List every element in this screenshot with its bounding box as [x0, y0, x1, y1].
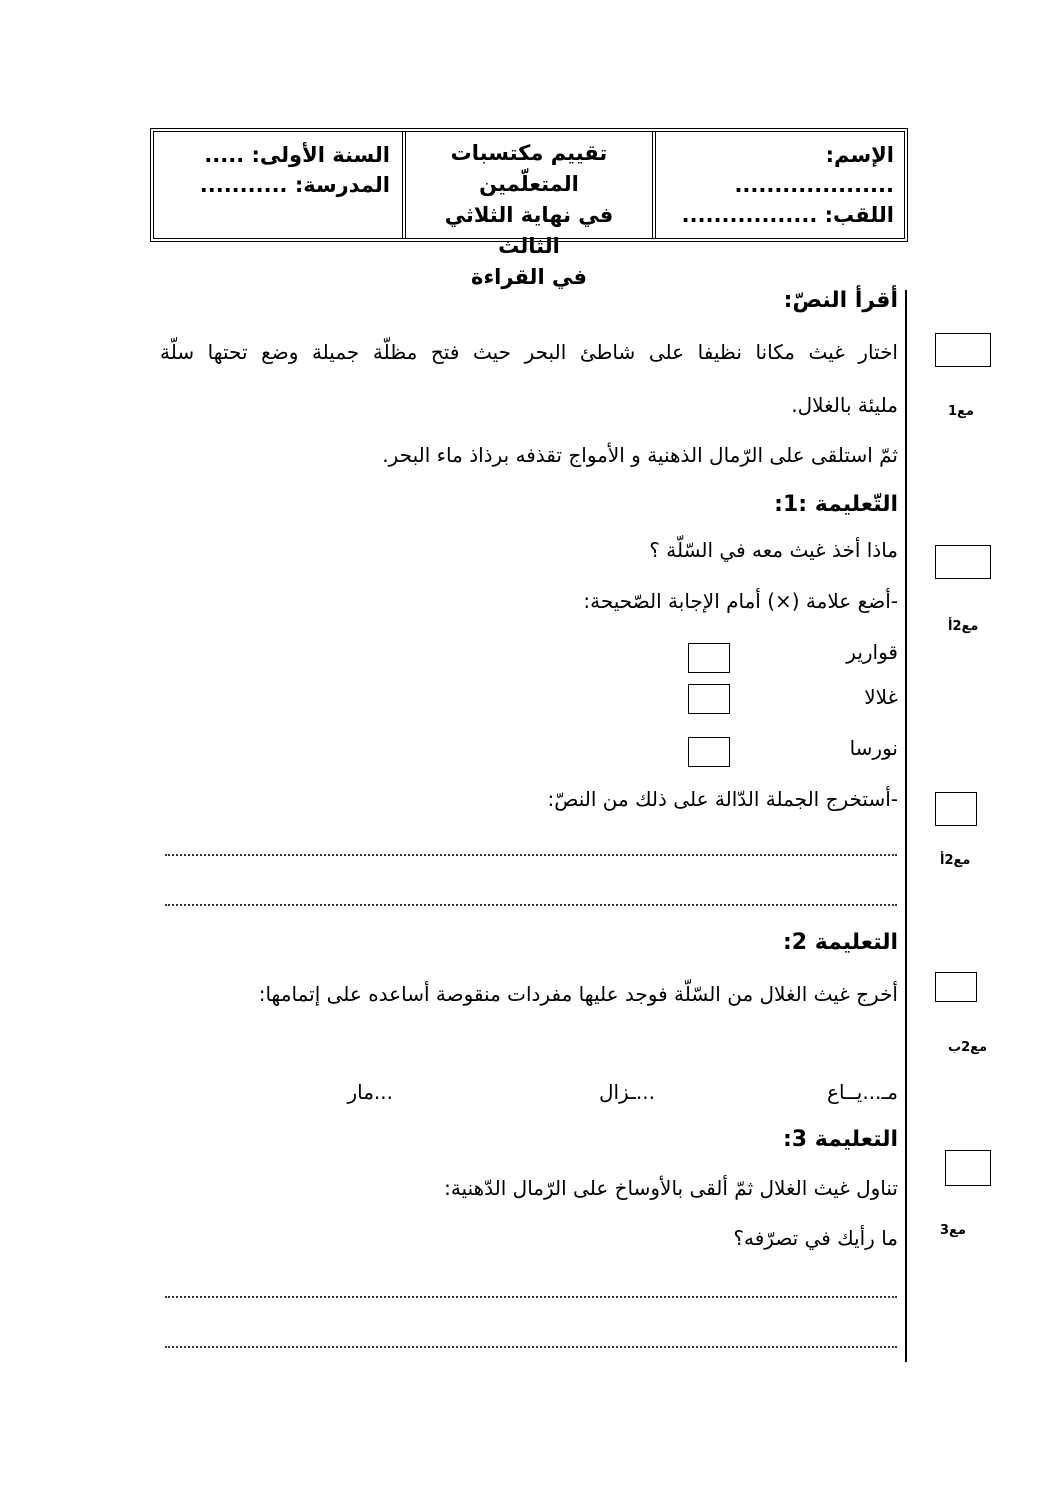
title-line-1: تقييم مكتسبات المتعلّمين — [450, 141, 608, 196]
school-info-cell — [154, 132, 402, 238]
name-field[interactable]: الإسم: .................... — [734, 143, 894, 197]
option-checkbox-3[interactable] — [688, 737, 730, 767]
answer-line-3[interactable] — [165, 1296, 897, 1298]
header-table — [150, 128, 908, 289]
score-box-3[interactable] — [935, 792, 977, 826]
score-box-2[interactable] — [935, 545, 991, 579]
score-box-4[interactable] — [935, 972, 977, 1002]
task3-text: تناول غيث الغلال ثمّ ألقى بالأوساخ على الرّمال الدّهنية: — [444, 1176, 898, 1200]
title-line-2: في نهاية الثلاثي الثالث — [444, 203, 614, 258]
option-checkbox-2[interactable] — [688, 684, 730, 714]
task1-instruction: -أضع علامة (×) أمام الإجابة الصّحيحة: — [583, 589, 898, 613]
option-label-3: نورسا — [849, 736, 898, 760]
score-box-5[interactable] — [945, 1150, 991, 1186]
score-box-1[interactable] — [935, 333, 991, 367]
score-label-3: مع2أ — [940, 853, 971, 868]
title-cell — [402, 132, 652, 289]
option-label-1: قوارير — [846, 640, 898, 664]
year-field[interactable]: السنة الأولى: ..... — [204, 143, 390, 167]
score-label-4: مع2ب — [948, 1040, 988, 1055]
task2-text: أخرج غيث الغلال من السّلّة فوجد عليها مفردات منقوصة أساعده على إتمامها: — [258, 982, 898, 1006]
task2-heading: التعليمة 2: — [782, 930, 898, 955]
reading-line-1: اختار غيث مكانا نظيفا على شاطئ البحر حيث فتح مظلّة جميلة وضع تحتها سلّة — [160, 340, 898, 364]
answer-line-2[interactable] — [165, 904, 897, 906]
answer-line-4[interactable] — [165, 1346, 897, 1348]
score-label-2: مع2أ — [948, 619, 979, 634]
school-field[interactable]: المدرسة: ........... — [199, 173, 390, 197]
option-checkbox-1[interactable] — [688, 643, 730, 673]
surname-field[interactable]: اللقب: ................. — [681, 203, 894, 227]
student-info-cell — [652, 132, 904, 238]
answer-line-1[interactable] — [165, 854, 897, 856]
task1-heading: التّعليمة :1: — [774, 492, 898, 517]
reading-heading: أقرأ النصّ: — [783, 288, 898, 313]
option-label-2: غلالا — [864, 685, 898, 709]
word-1[interactable]: مـ...يــاع — [827, 1080, 898, 1104]
score-label-1: مع1 — [948, 404, 974, 419]
title-line-3: في القراءة — [471, 265, 587, 289]
task3-question: ما رأيك في تصرّفه؟ — [733, 1226, 898, 1250]
word-3[interactable]: ...مار — [347, 1080, 393, 1104]
reading-line-3: ثمّ استلقى على الرّمال الذهنية و الأمواج تقذفه برذاذ ماء البحر. — [382, 443, 898, 467]
reading-line-2: مليئة بالغلال. — [791, 393, 898, 417]
task1-extract: -أستخرج الجملة الدّالة على ذلك من النصّ: — [547, 787, 898, 811]
score-label-5: مع3 — [940, 1223, 966, 1238]
task1-question: ماذا أخذ غيث معه في السّلّة ؟ — [649, 538, 898, 562]
task3-heading: التعليمة 3: — [782, 1127, 898, 1152]
margin-divider — [905, 290, 907, 1362]
word-2[interactable]: ...ـزال — [598, 1080, 655, 1104]
